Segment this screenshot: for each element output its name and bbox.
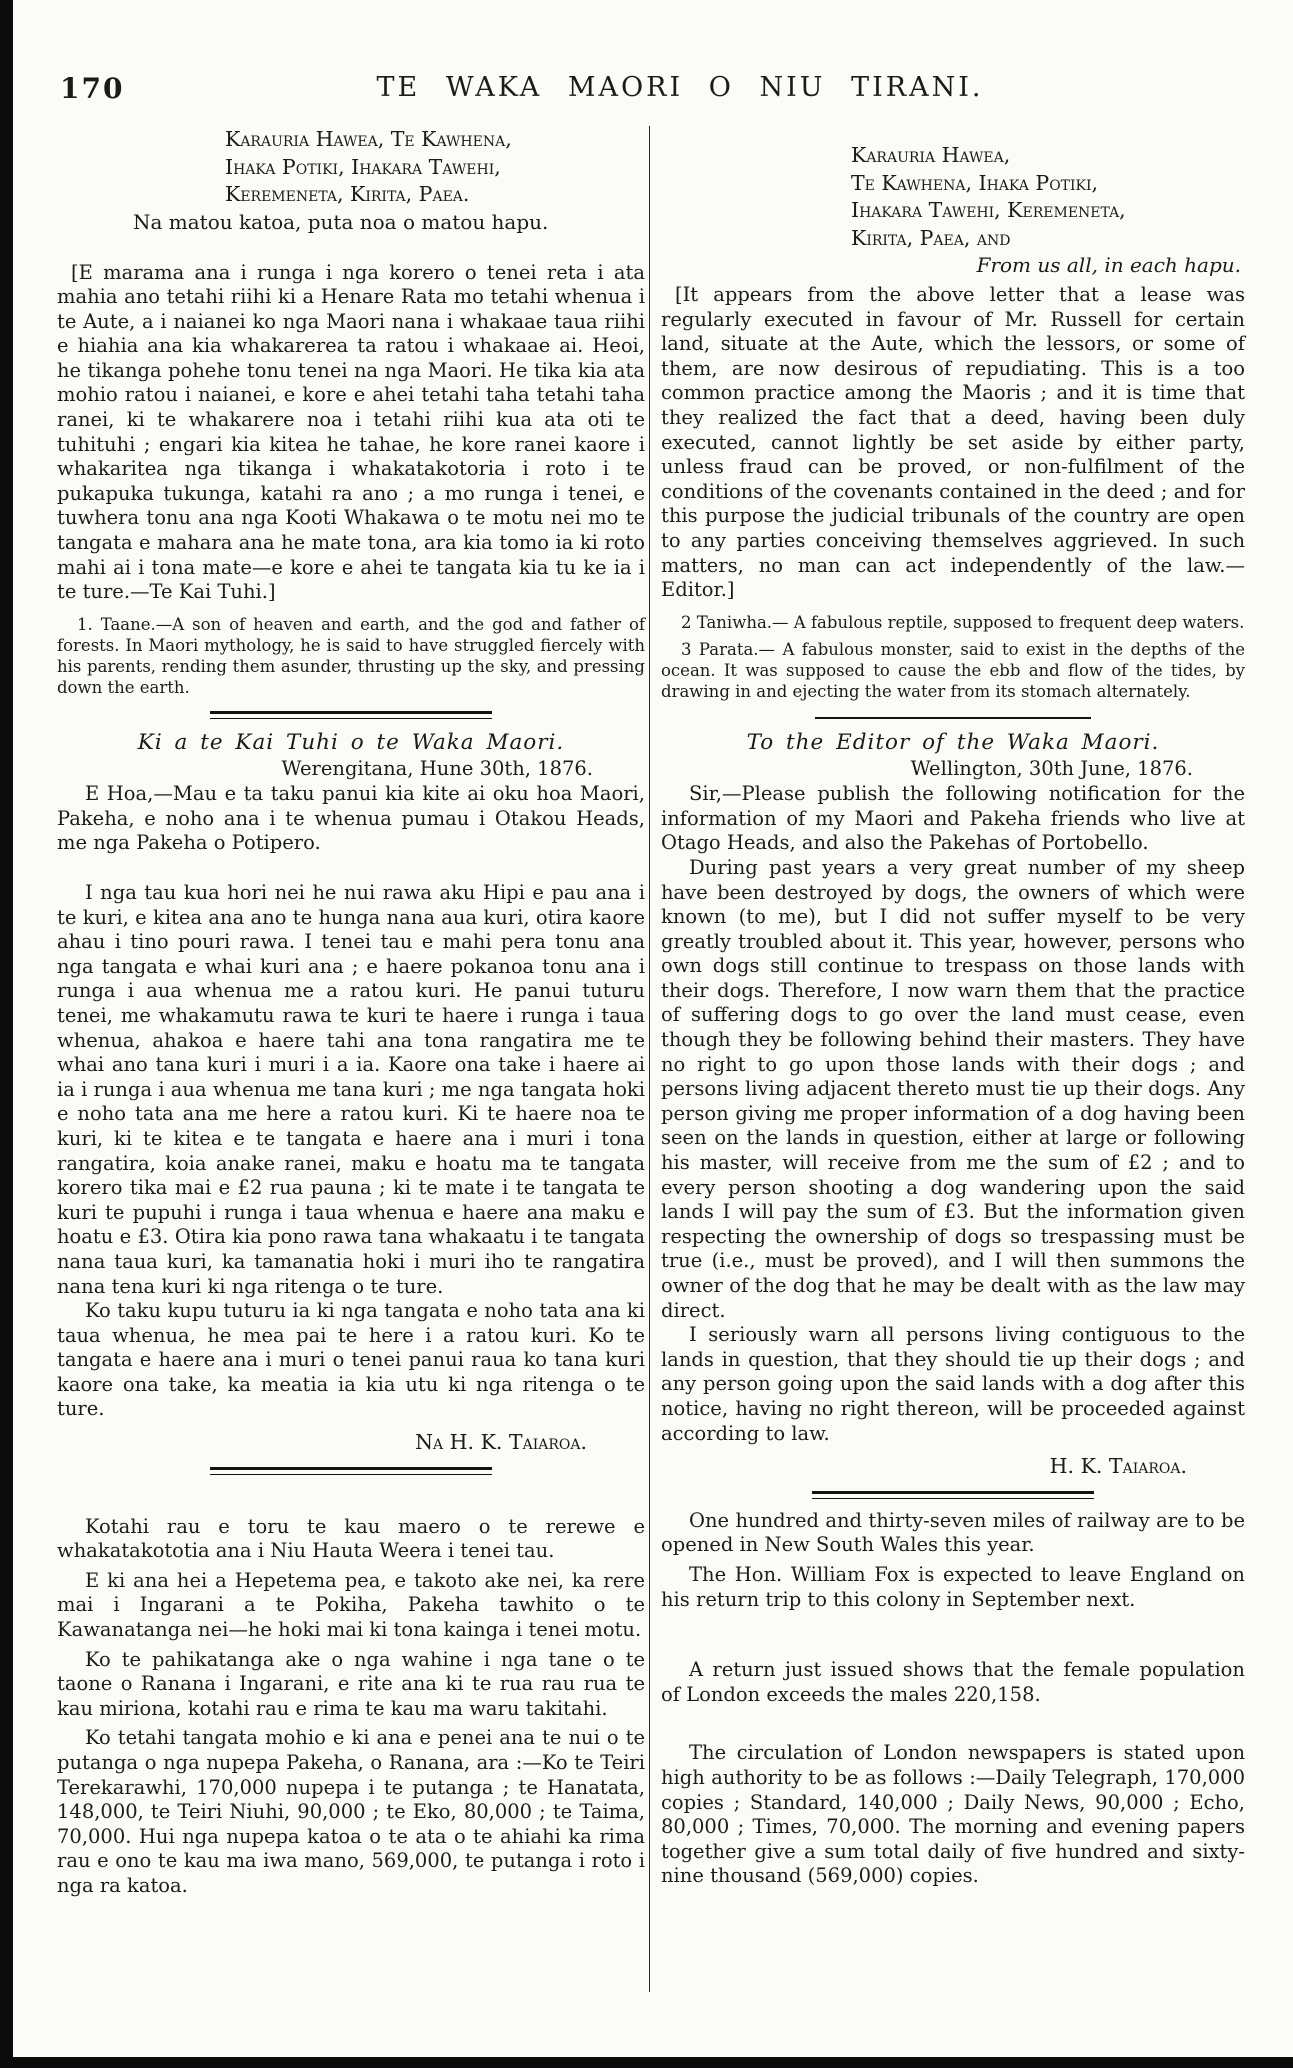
editor-note-maori: [E marama ana i runga i nga korero o tenei reta i ata mahia ano tetahi riihi ki a Henare Rata mo tetahi whenua i te Aute, a i naianei ko nga Maori nana i whakaae taua riihi e hiahia ana kia whakarerea ta ratou i whakaae ai. Heoi, he tikanga pohehe tonu tenei na nga Maori. He tika kia ata mohio ratou i naianei, e kore e ahei tetahi taha tetahi taha ranei, ki te whakarere noa i tetahi riihi kua ata oti te tuhituhi ; engari kia kitea he tahae, he kore ranei kaore i whakaritea nga tikanga i whakatakotoria i roto i te pukapuka tukunga, katahi ra ano ; a mo runga i tenei, e tuwhera tonu ana nga Kooti Whakawa o te motu nei mo te tangata e mahara ana he mate tona, ara kia tomo ia ki roto mahi ai i tona mate—e kore e ahei te tangata kia tu ke ia i te ture.—Te Kai Tuhi.] (57, 260, 645, 604)
signatories-tagline: Na matou katoa, puta noa o matou hapu. (133, 209, 549, 234)
signatory-line: Te Kawhena, Ihaka Potiki, (851, 170, 1099, 195)
news-item: E ki ana hei a Hepetema pea, e takoto ake nei, ka rere mai i Ingarani a te Pokiha, Pakeha tawhito o te Kawanatanga nei—he hoki mai ki tona kainga i tenei motu. (57, 1568, 645, 1642)
news-item: The Hon. William Fox is expected to leave England on his return trip to this colony in September next. (661, 1562, 1245, 1611)
letter-signature-english: H. K. Taiaroa. (1049, 1454, 1187, 1479)
scan-border-bottom (0, 2057, 1293, 2068)
news-item: One hundred and thirty-seven miles of railway are to be opened in New South Wales this year. (661, 1508, 1245, 1557)
letter-heading-maori: Ki a te Kai Tuhi o te Waka Maori. (137, 729, 565, 755)
letter-heading-english: To the Editor of the Waka Maori. (746, 729, 1160, 755)
letter-paragraph: I seriously warn all persons living contiguous to the lands in question, that they should tie up their dogs ; and any person going upon the said lands with a dog after this notice, having no right thereon, will be proceeded against according to law. (661, 1323, 1245, 1445)
letter-dateline-english: Wellington, 30th June, 1876. (910, 757, 1193, 781)
news-item: The circulation of London newspapers is stated upon high authority to be as follows :—Daily Telegraph, 170,000 copies ; Standard, 140,000 ; Daily News, 90,000 ; Echo, 80,000 ; Times, 70,000. The morning and evening papers together give a sum total daily of five hundred and sixty-nine thousand (569,000) copies. (661, 1741, 1245, 1888)
page-number: 170 (60, 72, 125, 105)
letter-paragraph: I nga tau kua hori nei he nui rawa aku Hipi e pau ana i te kuri, e kitea ana ano te hunga nana aua kuri, otira kaore ahau i tino pouri rawa. I tenei tau e mahi pera tonu ana nga tangata e whai kuri ana ; e haere pokanoa tonu ana i runga i aua whenua me a ratou kuri. He panui tuturu tenei, me whakamutu rawa te kuri te haere i runga i taua whenua, ahakoa e haere tahi ana tona rangatira me te whai ano tana kuri i muri i a ia. Kaore ona take i haere ai ia i runga i aua whenua me tana kuri ; me nga tangata hoki e noho tata ana me here a ratou kuri. Ki te haere noa te kuri, ki te kitea e te tangata e haere ana i muri i tona rangatira, koia anake ranei, maku e hoatu ma te tangata korero tika mai e £2 rua pauna ; ki te mate i te tangata te kuri te pupuhi i runga i taua whenua e haere ana maku e hoatu e £3. Otira kia pono rawa tana whakaatu i te tangata nana taua kuri, ka tamanatia hoki i muri iho te rangatira nana tena kuri ki nga ritenga o te ture. (57, 881, 645, 1298)
signatories-block (57, 126, 645, 209)
signatory-line: Ihakara Tawehi, Keremeneta, (851, 198, 1126, 222)
news-item: Ko te pahikatanga ake o nga wahine i nga tane o te taone o Ranana i Ingarani, e rite ana ki te rua rau rua te kau miriona, kotahi rau e rima te kau ma waru takitahi. (57, 1647, 645, 1720)
signatory-line: Ihaka Potiki, Ihakara Tawehi, (225, 154, 501, 179)
signatory-line: Keremeneta, Kirita, Paea. (225, 182, 470, 206)
signatory-line: Karauria Hawea, (851, 143, 1011, 167)
section-divider (815, 717, 1091, 719)
news-item: Kotahi rau e toru te kau maero o te rerewe e whakatakototia ana i Niu Hauta Weera i tenei tau. (57, 1514, 645, 1563)
section-divider (210, 711, 492, 719)
letter-paragraph: E Hoa,—Mau e ta taku panui kia kite ai oku hoa Maori, Pakeha, e noho ana i te whenua pumau i Otakou Heads, me nga Pakeha o Potipero. (57, 782, 645, 855)
footnote-taane: 1. Taane.—A son of heaven and earth, and the god and father of forests. In Maori mythology, he is said to have struggled fiercely with his parents, rending them asunder, thrusting up the sky, and pressing down the earth. (57, 614, 645, 698)
scan-border-left (0, 0, 13, 2068)
letter-signature-maori: Na H. K. Taiaroa. (415, 1430, 587, 1455)
column-divider-rule (649, 126, 650, 1992)
footnote-parata: 3 Parata.— A fabulous monster, said to exist in the depths of the ocean. It was supposed to cause the ebb and flow of the tides, by drawing in and ejecting the water from its stomach alternately. (661, 639, 1245, 702)
letter-dateline-maori: Werengitana, Hune 30th, 1876. (281, 757, 593, 781)
section-divider (812, 1491, 1094, 1499)
signatories-block-english (661, 142, 1245, 252)
section-divider (210, 1467, 492, 1475)
editor-note-english: [It appears from the above letter that a lease was regularly executed in favour of Mr. Russell for certain land, situate at the Aute, which the lessors, or some of them, are now desirous of repudiating. This is a too common practice among the Maoris ; and it is time that they realized the fact that a deed, having been duly executed, cannot lightly be set aside by either party, unless fraud can be proved, or non-fulfilment of the conditions of the covenants contained in the deed ; and for this purpose the judicial tribunals of the country are open to any parties conceiving themselves aggrieved. In such matters, no man can act independently of the law.—Editor.] (661, 283, 1245, 602)
masthead-title: TE WAKA MAORI O NIU TIRANI. (376, 72, 984, 103)
letter-paragraph: Sir,—Please publish the following notification for the information of my Maori and Pakeha friends who live at Otago Heads, and also the Pakehas of Portobello. (661, 782, 1245, 855)
news-item: Ko tetahi tangata mohio e ki ana e penei ana te nui o te putanga o nga nupepa Pakeha, o Ranana, ara :—Ko te Teiri Terekarawhi, 170,000 nupepa i te putanga ; te Hanatata, 148,000, te Teiri Niuhi, 90,000 ; te Eko, 80,000 ; te Taima, 70,000. Hui nga nupepa katoa o te ata o te ahiahi ka rima rau e ono te kau ma iwa mano, 569,000, te putanga i roto i nga ra katoa. (57, 1726, 645, 1897)
signatory-line: Karauria Hawea, Te Kawhena, (225, 127, 512, 151)
news-items-english (661, 1509, 1245, 1889)
news-item: A return just issued shows that the female population of London exceeds the males 220,158. (661, 1658, 1245, 1706)
footnote-taniwha: 2 Taniwha.— A fabulous reptile, supposed to frequent deep waters. (681, 612, 1245, 632)
letter-paragraph: During past years a very great number of my sheep have been destroyed by dogs, the owners of which were known (to me), but I did not suffer myself to be very greatly troubled about it. This year, however, persons who own dogs still continue to trespass on those lands with their dogs. Therefore, I now warn them that the practice of suffering dogs to go over the land must cease, even though they be following behind their masters. They have no right to go upon those lands with their dogs ; and persons living adjacent thereto must tie up their dogs. Any person giving me proper information of a dog having been seen on the lands in question, either at large or following his master, will receive from me the sum of £2 ; and to every person shooting a dog wandering upon the said lands I will pay the sum of £3. But the information given respecting the ownership of dogs so trespassing must be true (i.e., must be proved), and I will then summons the owner of the dog that he may be dealt with as the law may direct. (661, 855, 1245, 1322)
signatory-line: Kirita, Paea, and (851, 225, 1011, 250)
news-items-maori (57, 1515, 645, 1899)
letter-paragraph: Ko taku kupu tuturu ia ki nga tangata e noho tata ana ki taua whenua, he mea pai te here i a ratou kuri. Ko te tangata e haere ana i muri o tenei panui raua ko tana kuri kaore ona take, ka meatia ia kia utu ki nga ritenga o te ture. (57, 1299, 645, 1421)
right-column (661, 120, 1245, 1889)
left-column (57, 120, 645, 1899)
signatories-tagline: From us all, in each hapu. (976, 253, 1241, 277)
